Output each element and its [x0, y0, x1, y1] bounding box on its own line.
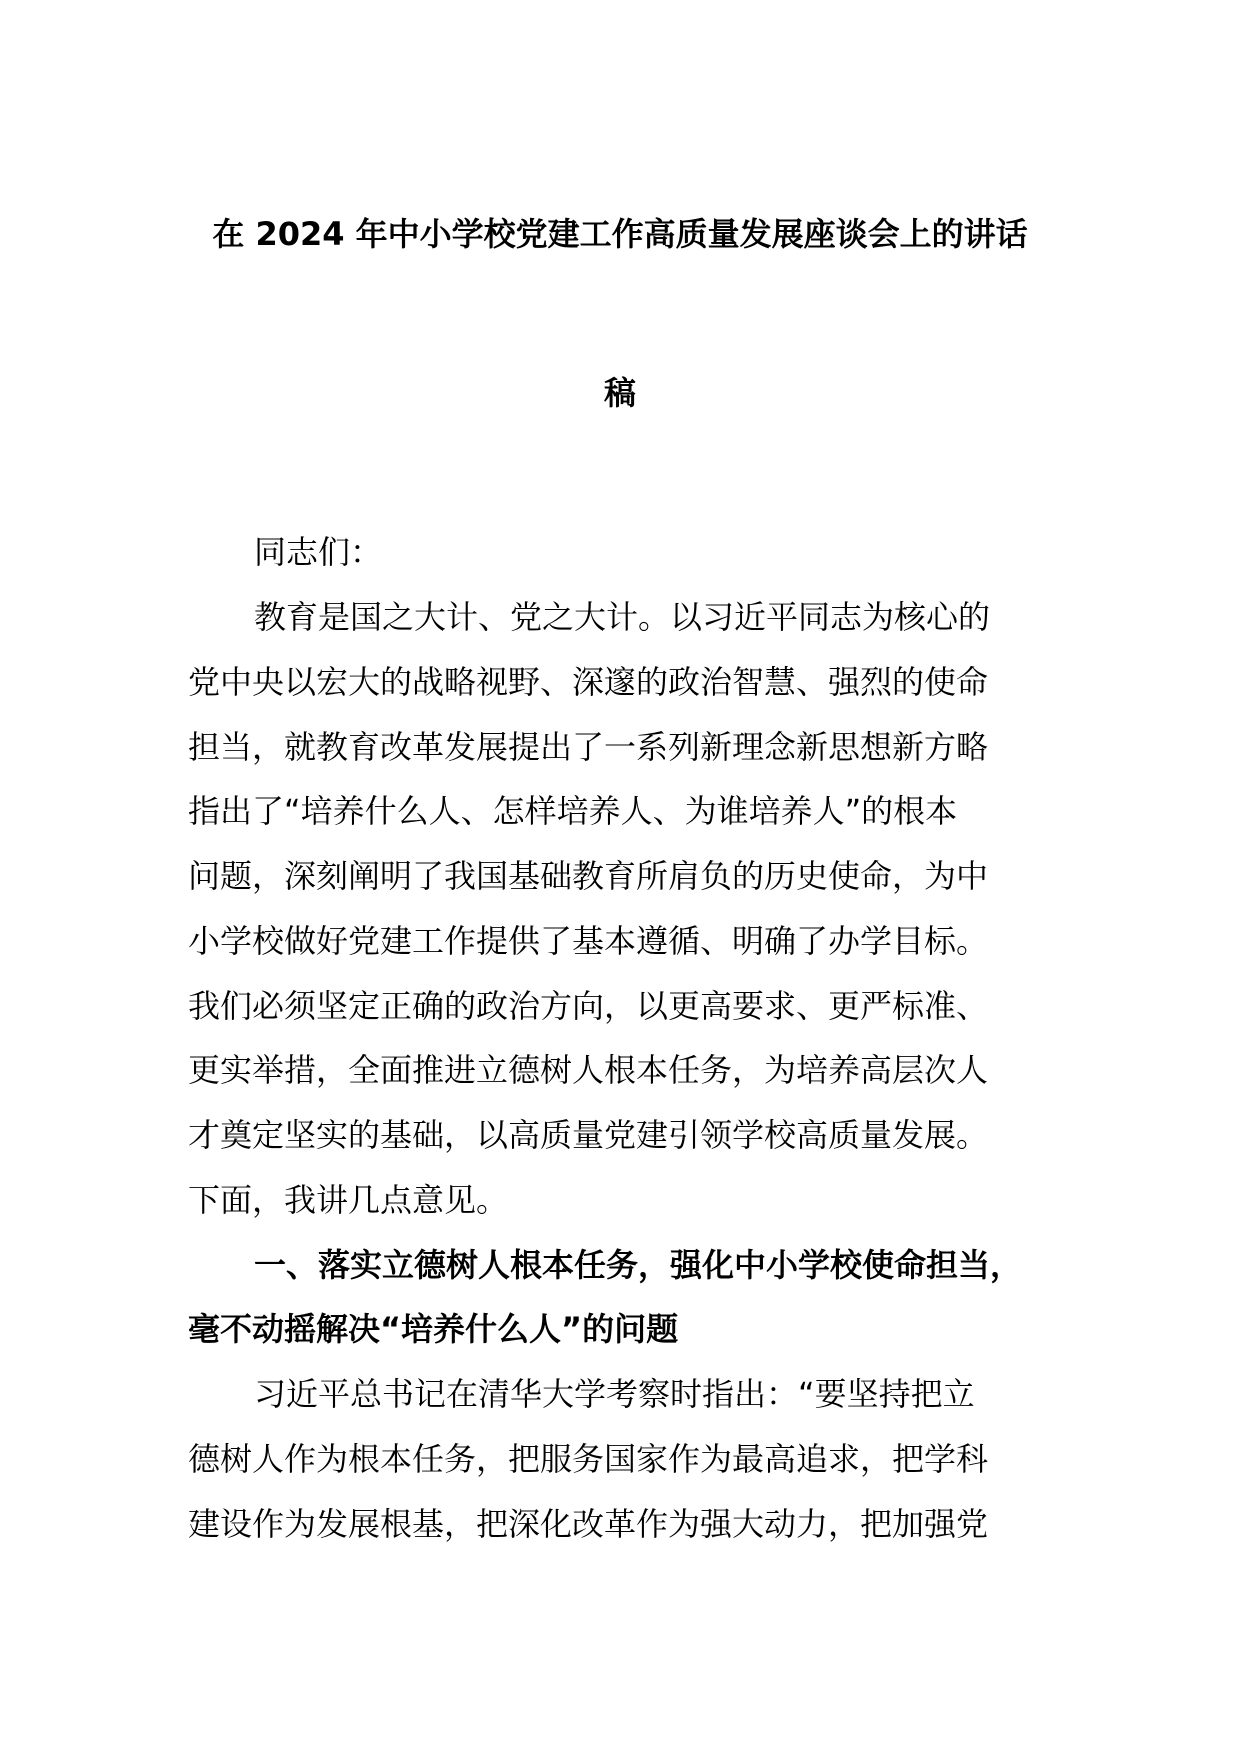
paragraph-line: 小学校做好党建工作提供了基本遵循、明确了办学目标。 — [188, 922, 989, 960]
paragraph-line: 更实举措，全面推进立德树人根本任务，为培养高层次人 — [188, 1051, 989, 1089]
paragraph-line: 习近平总书记在清华大学考察时指出：“要坚持把立 — [254, 1375, 975, 1413]
section-heading-line: 毫不动摇解决“培养什么人”的问题 — [188, 1310, 679, 1348]
document-title-line-1: 在 2024 年中小学校党建工作高质量发展座谈会上的讲话 — [212, 215, 1028, 253]
paragraph-line: 我们必须坚定正确的政治方向，以更高要求、更严标准、 — [188, 987, 989, 1025]
paragraph-line: 建设作为发展根基，把深化改革作为强大动力，把加强党 — [188, 1505, 989, 1543]
paragraph-line: 德树人作为根本任务，把服务国家作为最高追求，把学科 — [188, 1440, 989, 1478]
paragraph-line: 才奠定坚实的基础，以高质量党建引领学校高质量发展。 — [188, 1116, 989, 1154]
paragraph-line: 指出了“培养什么人、怎样培养人、为谁培养人”的根本 — [188, 792, 958, 830]
paragraph-line: 担当，就教育改革发展提出了一系列新理念新思想新方略 — [188, 728, 989, 766]
paragraph-line: 问题，深刻阐明了我国基础教育所肩负的历史使命，为中 — [188, 857, 989, 895]
section-heading-line: 一、落实立德树人根本任务，强化中小学校使命担当， — [254, 1246, 1023, 1284]
paragraph-line: 教育是国之大计、党之大计。以习近平同志为核心的 — [254, 598, 991, 636]
salutation: 同志们： — [254, 533, 383, 571]
paragraph-line: 下面，我讲几点意见。 — [188, 1181, 509, 1219]
paragraph-line: 党中央以宏大的战略视野、深邃的政治智慧、强烈的使命 — [188, 663, 989, 701]
document-title-line-2: 稿 — [603, 374, 636, 412]
